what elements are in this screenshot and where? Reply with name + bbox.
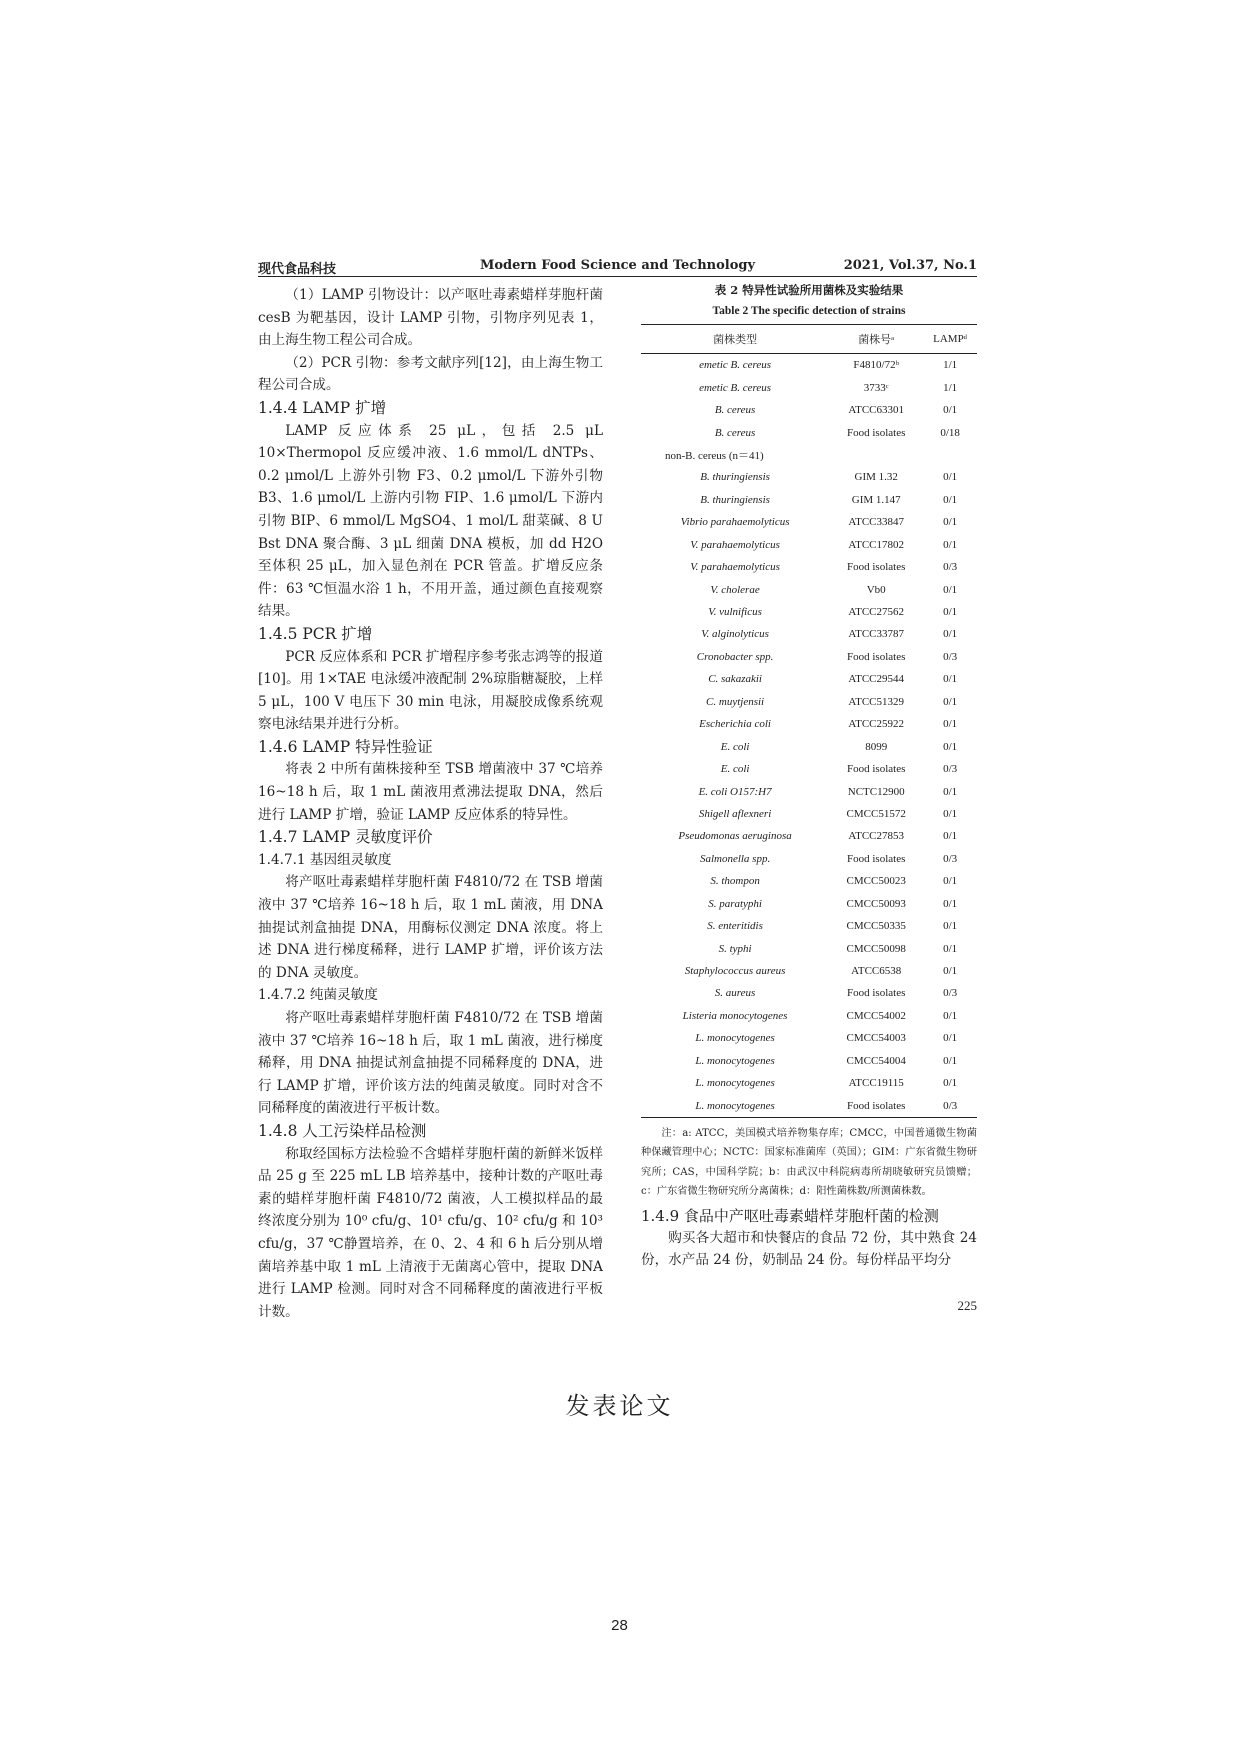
table-body xyxy=(641,354,977,1118)
strain-type-cell: emetic B. cereus xyxy=(699,381,772,394)
strain-id-cell: F4810/72ᵇ xyxy=(853,359,899,372)
section-heading: 1.4.4 LAMP 扩增 xyxy=(258,398,387,417)
body-paragraph: 将产呕吐毒素蜡样芽胞杆菌 F4810/72 在 TSB 增菌液中 37 ℃培养 16~18 h 后，取 1 mL 菌液，用 DNA 抽提试剂盒抽提 DNA，用酶标仪测定 DNA 浓度。将上述 DNA 进行梯度稀释，进行 LAMP 扩增，评价该方法的 DNA 灵敏度。 xyxy=(258,874,603,981)
table-row xyxy=(641,1072,977,1094)
strain-id-cell: Vb0 xyxy=(866,583,886,596)
lamp-result-cell: 0/1 xyxy=(943,875,958,888)
strain-id-cell: ATCC51329 xyxy=(848,695,904,708)
table-row xyxy=(641,735,977,757)
strain-type-cell: E. coli xyxy=(720,740,750,753)
strain-type-cell: B. thuringiensis xyxy=(700,471,770,484)
strain-type-cell: S. enteritidis xyxy=(707,920,763,933)
strain-id-cell: ATCC6538 xyxy=(851,965,902,978)
strain-id-cell: Food isolates xyxy=(847,763,906,776)
body-paragraph: 称取经国标方法检验不含蜡样芽胞杆菌的新鲜米饭样品 25 g 至 225 mL LB 培养基中，接种计数的产呕吐毒素的蜡样芽胞杆菌 F4810/72 菌液，人工模拟样品的最终浓度分别为 10⁰ cfu/g、10¹ cfu/g、10² cfu/g 和 10³ cfu/g，37 ℃静置培养，在 0、2、4 和 6 h 后分别从增菌培养基中取 1 mL 上清液于无菌离心管中，提取 DNA 进行 LAMP 检测。同时对含不同稀释度的菌液进行平板计数。 xyxy=(258,1145,603,1320)
strain-id-cell: CMCC50023 xyxy=(846,875,906,888)
table-row xyxy=(641,578,977,600)
table-row xyxy=(641,825,977,847)
strain-id-cell: CMCC54003 xyxy=(846,1032,906,1045)
strain-type-cell: emetic B. cereus xyxy=(699,359,772,372)
strain-type-cell: Pseudomonas aeruginosa xyxy=(678,830,792,843)
lamp-result-cell: 0/1 xyxy=(943,920,958,933)
lamp-result-cell: 0/3 xyxy=(943,763,958,776)
strain-id-cell: ATCC63301 xyxy=(848,404,904,417)
strain-type-cell: V. alginolyticus xyxy=(701,628,769,641)
table-row xyxy=(641,399,977,421)
lamp-result-cell: 0/3 xyxy=(943,650,958,663)
table-row xyxy=(641,444,977,466)
table-row xyxy=(641,870,977,892)
strain-type-cell: S. paratyphi xyxy=(708,897,762,910)
table-row xyxy=(641,848,977,870)
strain-id-cell: Food isolates xyxy=(847,650,906,663)
table-row xyxy=(641,354,977,377)
section-paragraph-1-4-9: 购买各大超市和快餐店的食品 72 份，其中熟食 24 份，水产品 24 份，奶制品 24 份。每份样品平均分 xyxy=(641,1229,977,1269)
table-row xyxy=(641,601,977,623)
table-row xyxy=(641,489,977,511)
table-row xyxy=(641,1027,977,1049)
right-column xyxy=(641,280,977,1272)
lamp-result-cell: 0/1 xyxy=(943,807,958,820)
lamp-result-cell: 0/1 xyxy=(943,404,958,417)
table-row xyxy=(641,534,977,556)
table-row xyxy=(641,1094,977,1117)
table-row xyxy=(641,1050,977,1072)
strain-type-cell: Listeria monocytogenes xyxy=(682,1009,788,1022)
left-column xyxy=(258,284,603,1323)
strain-id-cell: GIM 1.32 xyxy=(854,471,898,484)
strain-id-cell: ATCC33847 xyxy=(848,516,904,529)
strain-type-cell: B. cereus xyxy=(714,426,756,439)
body-paragraph: 将产呕吐毒素蜡样芽胞杆菌 F4810/72 在 TSB 增菌液中 37 ℃培养 16~18 h 后，取 1 mL 菌液，进行梯度稀释，用 DNA 抽提试剂盒抽提不同稀释度的 DNA，进行 LAMP 扩增，评价该方法的纯菌灵敏度。同时对含不同稀释度的菌液进行平板计数。 xyxy=(258,1010,603,1117)
strain-id-cell: Food isolates xyxy=(847,561,906,574)
strain-id-cell: CMCC51572 xyxy=(846,807,906,820)
lamp-result-cell: 0/1 xyxy=(943,471,958,484)
strain-type-cell: B. cereus xyxy=(714,404,756,417)
strain-type-cell: Vibrio parahaemolyticus xyxy=(680,516,790,529)
section-heading: 1.4.7.1 基因组灵敏度 xyxy=(258,851,392,868)
col-header-strain-type: 菌株类型 xyxy=(641,325,829,354)
section-heading: 1.4.8 人工污染样品检测 xyxy=(258,1121,427,1140)
table-row xyxy=(641,556,977,578)
strain-type-cell: Cronobacter spp. xyxy=(696,650,774,663)
strain-id-cell: ATCC17802 xyxy=(848,538,904,551)
volume-info: 2021, Vol.37, No.1 xyxy=(843,258,977,273)
section-heading: 1.4.6 LAMP 特异性验证 xyxy=(258,737,433,756)
strain-id-cell: 8099 xyxy=(865,740,888,753)
lamp-result-cell: 0/1 xyxy=(943,965,958,978)
running-header xyxy=(258,256,977,277)
strain-id-cell: CMCC54004 xyxy=(846,1054,906,1067)
lamp-result-cell: 0/1 xyxy=(943,740,958,753)
table-row xyxy=(641,780,977,802)
table-row xyxy=(641,421,977,443)
table-row xyxy=(641,691,977,713)
strain-id-cell: ATCC27562 xyxy=(848,606,904,619)
strain-id-cell: CMCC50335 xyxy=(846,920,906,933)
lamp-result-cell: 0/3 xyxy=(923,1094,977,1117)
strain-id-cell: CMCC54002 xyxy=(846,1009,906,1022)
strain-id-cell: ATCC25922 xyxy=(848,718,904,731)
table-row xyxy=(641,803,977,825)
table-caption-cn: 表 2 特异性试验所用菌株及实验结果 xyxy=(714,283,904,297)
lamp-result-cell: 0/1 xyxy=(943,673,958,686)
table-row xyxy=(641,937,977,959)
strain-id-cell: CMCC50093 xyxy=(846,897,906,910)
lamp-result-cell: 0/1 xyxy=(943,942,958,955)
strain-type-cell: E. coli O157:H7 xyxy=(698,785,772,798)
strain-type-cell: V. parahaemolyticus xyxy=(690,561,780,574)
lamp-result-cell: 0/18 xyxy=(940,426,960,439)
page-number: 28 xyxy=(611,1617,628,1634)
strain-id-cell: Food isolates xyxy=(847,987,906,1000)
journal-title-en: Modern Food Science and Technology xyxy=(479,258,756,273)
strain-type-cell: L. monocytogenes xyxy=(695,1054,775,1067)
table-row xyxy=(641,376,977,398)
strain-type-cell: V. vulnificus xyxy=(708,606,762,619)
strain-id-cell: 3733ᶜ xyxy=(863,381,889,394)
strain-type-cell: L. monocytogenes xyxy=(641,1094,829,1117)
section-heading: 1.4.7.2 纯菌灵敏度 xyxy=(258,987,378,1004)
table-header-row xyxy=(641,325,977,354)
journal-page-number: 225 xyxy=(957,1298,977,1313)
lamp-result-cell: 0/1 xyxy=(943,493,958,506)
strain-type-cell: Staphylococcus aureus xyxy=(684,965,786,978)
section-heading: 1.4.7 LAMP 灵敏度评价 xyxy=(258,828,433,847)
lamp-result-cell: 0/1 xyxy=(943,695,958,708)
lamp-result-cell: 0/1 xyxy=(943,1032,958,1045)
strains-table xyxy=(641,324,977,1118)
section-heading-1-4-9: 1.4.9 食品中产呕吐毒素蜡样芽胞杆菌的检测 xyxy=(641,1206,939,1225)
body-paragraph: （1）LAMP 引物设计：以产呕吐毒素蜡样芽胞杆菌 cesB 为靶基因，设计 LAMP 引物，引物序列见表 1，由上海生物工程公司合成。 xyxy=(258,287,603,349)
lamp-result-cell: 1/1 xyxy=(943,381,958,394)
strain-type-cell: L. monocytogenes xyxy=(695,1077,775,1090)
body-paragraph: PCR 反应体系和 PCR 扩增程序参考张志鸿等的报道[10]。用 1×TAE 电泳缓冲液配制 2%琼脂糖凝胶，上样 5 μL，100 V 电压下 30 min 电泳，用凝胶成像系统观察电泳结果并进行分析。 xyxy=(258,648,603,733)
group-label-cell: non-B. cereus (n＝41) xyxy=(665,449,764,462)
table-caption-en: Table 2 The specific detection of strains xyxy=(712,305,906,317)
strain-id-cell: Food isolates xyxy=(847,852,906,865)
strain-type-cell: Escherichia coli xyxy=(699,718,771,731)
lamp-result-cell: 0/1 xyxy=(943,1077,958,1090)
table-row xyxy=(641,893,977,915)
table-row xyxy=(641,982,977,1004)
table-row xyxy=(641,758,977,780)
lamp-result-cell: 0/3 xyxy=(943,852,958,865)
table-row xyxy=(641,960,977,982)
strain-id-cell: ATCC33787 xyxy=(848,628,904,641)
strain-type-cell: E. coli xyxy=(720,763,750,776)
strain-id-cell: GIM 1.147 xyxy=(851,493,901,506)
strain-id-cell: CMCC50098 xyxy=(846,942,906,955)
strain-type-cell: Salmonella spp. xyxy=(699,852,771,865)
lamp-result-cell: 0/1 xyxy=(943,785,958,798)
lamp-result-cell: 0/1 xyxy=(943,1009,958,1022)
body-paragraph: （2）PCR 引物：参考文献序列[12]，由上海生物工程公司合成。 xyxy=(258,354,603,394)
journal-title-cn: 现代食品科技 xyxy=(258,262,337,277)
strain-type-cell: S. aureus xyxy=(714,987,756,1000)
lamp-result-cell: 0/1 xyxy=(943,538,958,551)
strain-id-cell: ATCC29544 xyxy=(848,673,904,686)
col-header-lamp: LAMPᵈ xyxy=(923,325,977,354)
table-row xyxy=(641,915,977,937)
lamp-result-cell: 0/1 xyxy=(943,718,958,731)
table-row xyxy=(641,623,977,645)
lamp-result-cell: 0/1 xyxy=(943,516,958,529)
body-paragraph: 将表 2 中所有菌株接种至 TSB 增菌液中 37 ℃培养 16~18 h 后，取 1 mL 菌液用煮沸法提取 DNA，然后进行 LAMP 扩增，验证 LAMP 反应体系的特异性。 xyxy=(258,761,603,823)
table-note: 注：a: ATCC，美国模式培养物集存库；CMCC，中国普通微生物菌种保藏管理中心；NCTC：国家标准菌库（英国）；GIM：广东省微生物研究所；CAS，中国科学院；b：由武汉中科院病毒所胡晓敏研究员馈赠；c：广东省微生物研究所分离菌株；d：阳性菌株数/所测菌株数。 xyxy=(641,1127,977,1198)
strain-type-cell: S. thompon xyxy=(710,875,760,888)
strain-type-cell: L. monocytogenes xyxy=(695,1032,775,1045)
lamp-result-cell: 0/1 xyxy=(943,897,958,910)
strain-id-cell: Food isolates xyxy=(847,426,906,439)
strain-type-cell: C. muytjensii xyxy=(706,695,765,708)
lamp-result-cell: 0/1 xyxy=(943,830,958,843)
table-row xyxy=(641,713,977,735)
strain-type-cell: Shigell aflexneri xyxy=(698,807,772,820)
lamp-result-cell: 1/1 xyxy=(943,359,958,372)
lamp-result-cell: 0/3 xyxy=(943,987,958,1000)
section-heading: 1.4.5 PCR 扩增 xyxy=(258,624,373,643)
strain-id-cell: Food isolates xyxy=(829,1094,923,1117)
strain-type-cell: B. thuringiensis xyxy=(700,493,770,506)
table-row xyxy=(641,466,977,488)
table-row xyxy=(641,646,977,668)
strain-type-cell: V. parahaemolyticus xyxy=(690,538,780,551)
strain-id-cell: ATCC19115 xyxy=(848,1077,904,1090)
strain-type-cell: V. cholerae xyxy=(710,583,760,596)
lamp-result-cell: 0/1 xyxy=(943,628,958,641)
table-row xyxy=(641,511,977,533)
lamp-result-cell: 0/1 xyxy=(943,1054,958,1067)
col-header-strain-id: 菌株号ᵃ xyxy=(829,325,923,354)
table-row xyxy=(641,668,977,690)
footer-caption: 发表论文 xyxy=(565,1392,674,1420)
strain-type-cell: S. typhi xyxy=(718,942,752,955)
lamp-result-cell: 0/1 xyxy=(943,606,958,619)
strain-id-cell: ATCC27853 xyxy=(848,830,904,843)
lamp-result-cell: 0/3 xyxy=(943,561,958,574)
body-paragraph: LAMP 反应体系 25 μL，包括 2.5 μL 10×Thermopol 反应缓冲液、1.6 mmol/L dNTPs、0.2 μmol/L 上游外引物 F3、0.2 μmol/L 下游外引物 B3、1.6 μmol/L 上游内引物 FIP、1.6 μmol/L 下游内引物 BIP、6 mmol/L MgSO4、1 mol/L 甜菜碱、8 U Bst DNA 聚合酶、3 μL 细菌 DNA 模板，加 dd H2O 至体积 25 μL，加入显色剂在 PCR 管盖。扩增反应条件：63 ℃恒温水浴 1 h，不用开盖，通过颜色直接观察结果。 xyxy=(258,422,603,620)
lamp-result-cell: 0/1 xyxy=(943,583,958,596)
strain-id-cell: NCTC12900 xyxy=(847,785,905,798)
table-row xyxy=(641,1005,977,1027)
strain-type-cell: C. sakazakii xyxy=(708,673,762,686)
